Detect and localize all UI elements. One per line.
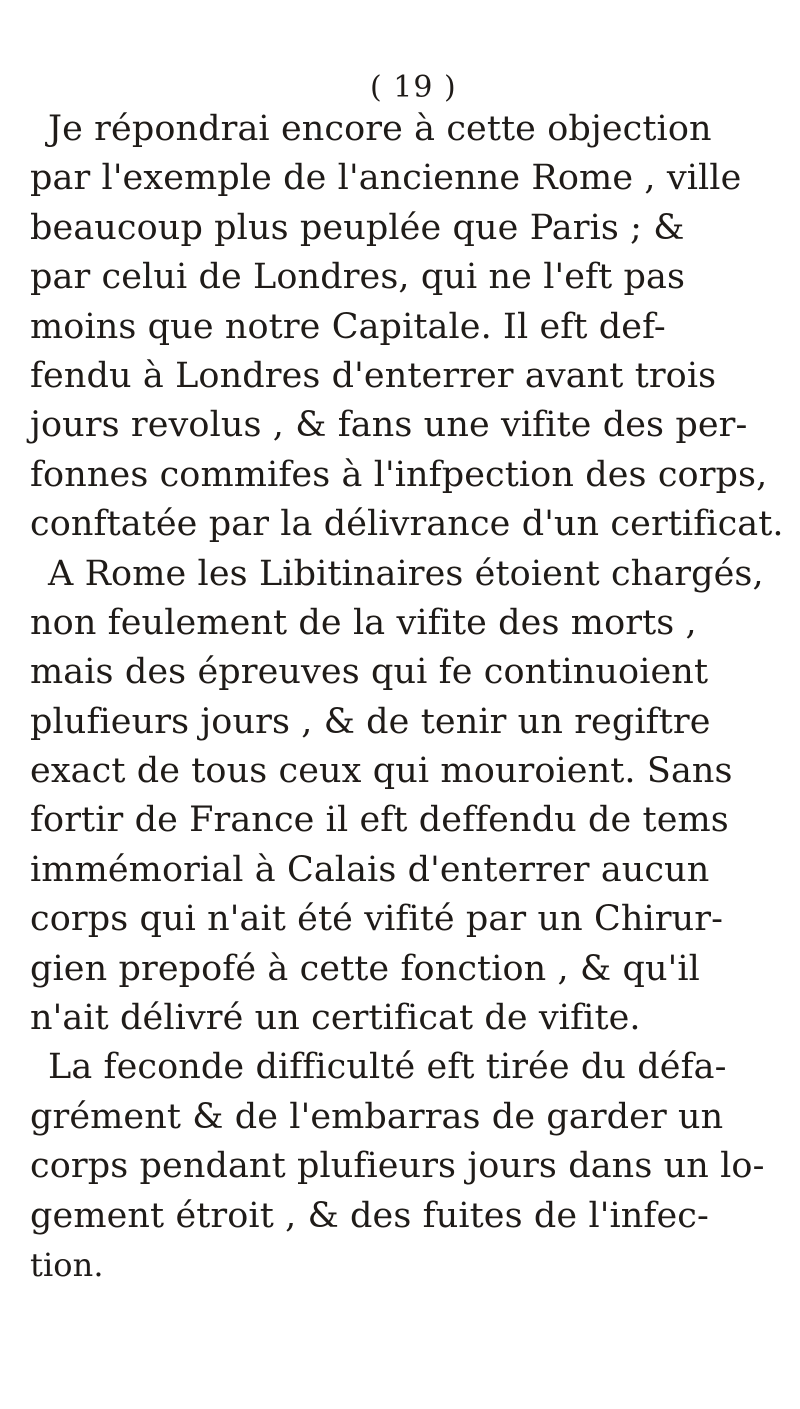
text-line: fortir de France il eft deffendu de tems: [30, 800, 729, 841]
text-line: immémorial à Calais d'enterrer aucun: [30, 849, 710, 890]
text-line: corps qui n'ait été vifité par un Chirur-: [30, 899, 723, 940]
text-line: moins que notre Capitale. Il eft def-: [30, 306, 666, 347]
text-line: fonnes commifes à l'infpection des corps,: [30, 454, 768, 495]
text-line: non feulement de la vifite des morts ,: [30, 602, 697, 643]
text-line: jours revolus , & fans une vifite des per-: [30, 405, 748, 446]
text-line: A Rome les Libitinaires étoient chargés,: [48, 553, 764, 594]
text-line: Je répondrai encore à cette objection: [48, 109, 712, 149]
text-line: exact de tous ceux qui mouroient. Sans: [30, 751, 733, 792]
text-line: par celui de Londres, qui ne l'eft pas: [30, 257, 686, 298]
text-line: grément & de l'embarras de garder un: [30, 1096, 724, 1137]
page-number: ( 19 ): [370, 70, 457, 105]
text-line: plufieurs jours , & de tenir un regiftre: [30, 701, 711, 742]
text-line: corps pendant plufieurs jours dans un lo-: [30, 1146, 765, 1187]
text-line: La feconde difficulté eft tirée du défa-: [48, 1047, 727, 1088]
text-line: beaucoup plus peuplée que Paris ; &: [30, 207, 685, 248]
text-line: par l'exemple de l'ancienne Rome , ville: [30, 158, 742, 199]
text-line: mais des épreuves qui fe continuoient: [30, 652, 709, 693]
body-text: [30, 105, 784, 1290]
text-line: gement étroit , & des fuites de l'infec-: [30, 1195, 709, 1236]
text-line: conftatée par la délivrance d'un certificat.: [30, 504, 784, 545]
text-line: n'ait délivré un certificat de vifite.: [30, 998, 641, 1039]
text-line: tion.: [30, 1245, 104, 1284]
text-line: fendu à Londres d'enterrer avant trois: [30, 355, 717, 396]
text-line: gien prepofé à cette fonction , & qu'il: [30, 948, 700, 989]
